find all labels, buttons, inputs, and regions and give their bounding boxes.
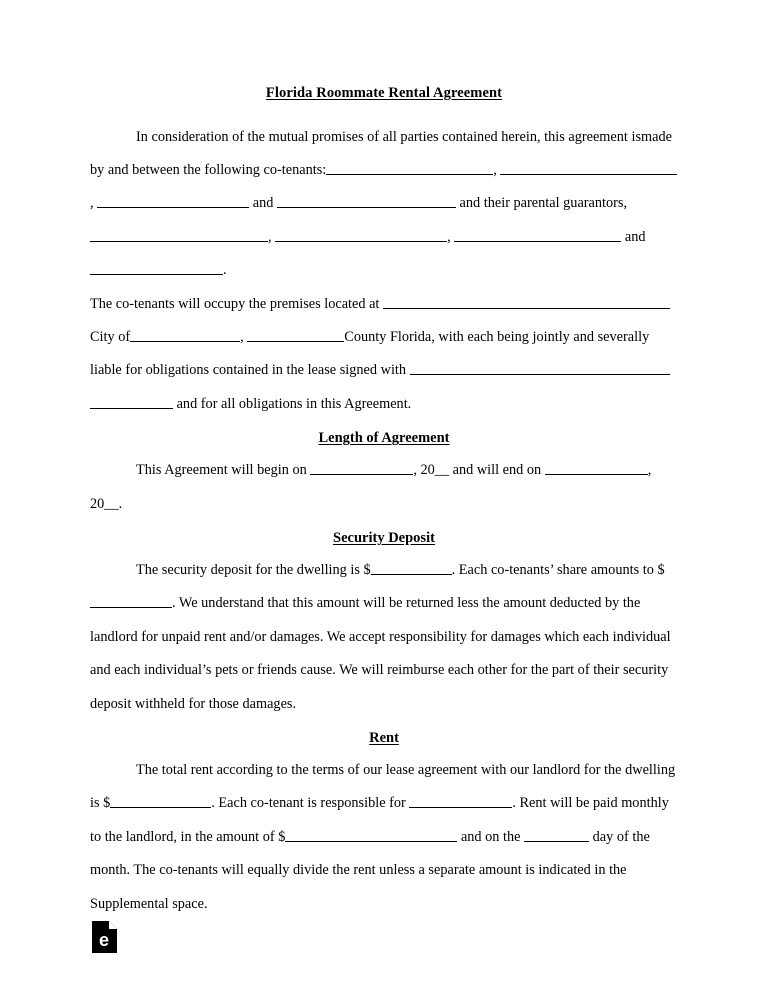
page-title <box>90 86 678 101</box>
logo-letter-e: e <box>98 930 110 950</box>
blank-security-deposit-share[interactable] <box>90 594 172 608</box>
section-heading-security-deposit <box>90 521 678 554</box>
section-heading-security-deposit-text: Security Deposit <box>333 529 435 546</box>
guarantors-comma-2: , <box>447 228 451 245</box>
blank-cotenant-2a[interactable] <box>500 161 634 175</box>
blank-monthly-amount[interactable] <box>285 828 457 842</box>
blank-lease-signer-continued[interactable] <box>90 395 173 409</box>
rent-line-4: day of the month. The co-tenants will equally divide the rent unless a separate amount is indicated in <box>90 828 650 879</box>
length-begin-text: This Agreement will begin on <box>136 462 307 479</box>
blank-end-date[interactable] <box>545 461 648 475</box>
blank-guarantor-1[interactable] <box>90 228 268 242</box>
eforms-document-logo <box>92 921 117 953</box>
security-line-4: individual and each individual’s pets or friends cause. We will reimburse each other for the part of <box>90 628 671 679</box>
document-body <box>90 86 678 921</box>
section-heading-rent <box>90 721 678 754</box>
length-middle-text: , 20__ and will end on <box>413 462 542 479</box>
city-label: City of <box>90 328 131 345</box>
guarantors-period: . <box>223 262 227 279</box>
guarantors-and: and <box>624 228 646 245</box>
security-line-3: landlord for unpaid rent and/or damages. We accept responsibility for damages which each <box>90 628 610 645</box>
blank-cotenant-4[interactable] <box>277 194 456 208</box>
blank-rent-share[interactable] <box>409 794 512 808</box>
page-title-text: Florida Roommate Rental Agreement <box>265 85 503 101</box>
blank-guarantor-2[interactable] <box>275 228 447 242</box>
section-heading-rent-text: Rent <box>369 730 399 746</box>
blank-rent-total[interactable] <box>110 794 211 808</box>
intro-line-4-comma: , <box>90 195 94 212</box>
length-end-text: , 20__. <box>90 462 652 512</box>
intro-parental: and their parental <box>459 195 560 212</box>
blank-cotenant-2b[interactable] <box>634 161 677 175</box>
blank-guarantor-3a[interactable] <box>454 228 581 242</box>
guarantors-comma-1: , <box>268 228 272 245</box>
paragraph-premises <box>90 288 678 422</box>
section-heading-length-of-agreement-text: Length of Agreement <box>318 430 450 447</box>
intro-line-3-comma: , <box>493 161 497 178</box>
rent-line-2-b: . Each co-tenant is responsible for <box>211 795 406 812</box>
security-line-5: their security deposit withheld for those damages. <box>90 662 669 712</box>
security-line-2-a: $ <box>657 561 665 578</box>
blank-due-day[interactable] <box>524 828 589 842</box>
rent-line-2-c: . Rent will be <box>512 795 590 812</box>
intro-line-1: In consideration of the mutual promises of all parties contained herein, this agreement is <box>136 128 642 145</box>
rent-line-5: the Supplemental space. <box>90 862 627 912</box>
blank-premises-address[interactable] <box>383 295 670 309</box>
blank-guarantor-3b[interactable] <box>581 228 621 242</box>
blank-guarantor-4[interactable] <box>90 261 223 275</box>
guarantors-label: guarantors, <box>563 195 628 212</box>
blank-county[interactable] <box>247 328 344 342</box>
intro-and-1: and <box>252 195 274 212</box>
document-page-icon <box>92 921 117 953</box>
blank-city[interactable] <box>130 328 240 342</box>
rent-line-3-b: and on the <box>460 828 521 845</box>
intro-line-2-text: made by and between the following co-tenants: <box>90 128 672 178</box>
section-heading-length-of-agreement <box>90 421 678 454</box>
blank-cotenant-1[interactable] <box>326 161 493 175</box>
blank-cotenant-3[interactable] <box>97 194 249 208</box>
paragraph-security-deposit <box>90 554 678 721</box>
blank-security-deposit-total[interactable] <box>371 561 452 575</box>
rent-line-2-a: dwelling is $ <box>90 762 676 812</box>
premises-text: The co-tenants will occupy the premises located at <box>90 295 380 312</box>
paragraph-introduction <box>90 121 678 288</box>
blank-lease-signer[interactable] <box>410 361 670 375</box>
liable-text: liable for obligations contained in the lease signed with <box>90 362 407 379</box>
paragraph-length-of-agreement <box>90 454 678 521</box>
liable-end-text: and for all obligations in this Agreement. <box>176 395 412 412</box>
security-line-1-b: . Each co-tenants’ share amounts to <box>451 561 654 578</box>
security-line-1-a: The security deposit for the dwelling is $ <box>136 561 371 578</box>
county-text: County Florida, with each being jointly and severally <box>344 328 650 345</box>
security-line-2-b: . We understand that this amount will be returned less the amount deducted by the <box>172 595 641 612</box>
city-comma: , <box>240 328 244 345</box>
rent-line-3-a: paid monthly to the landlord, in the amount of $ <box>90 795 669 845</box>
paragraph-rent <box>90 754 678 921</box>
rent-line-1: The total rent according to the terms of our lease agreement with our landlord for the <box>136 762 622 778</box>
blank-start-date[interactable] <box>310 461 413 475</box>
